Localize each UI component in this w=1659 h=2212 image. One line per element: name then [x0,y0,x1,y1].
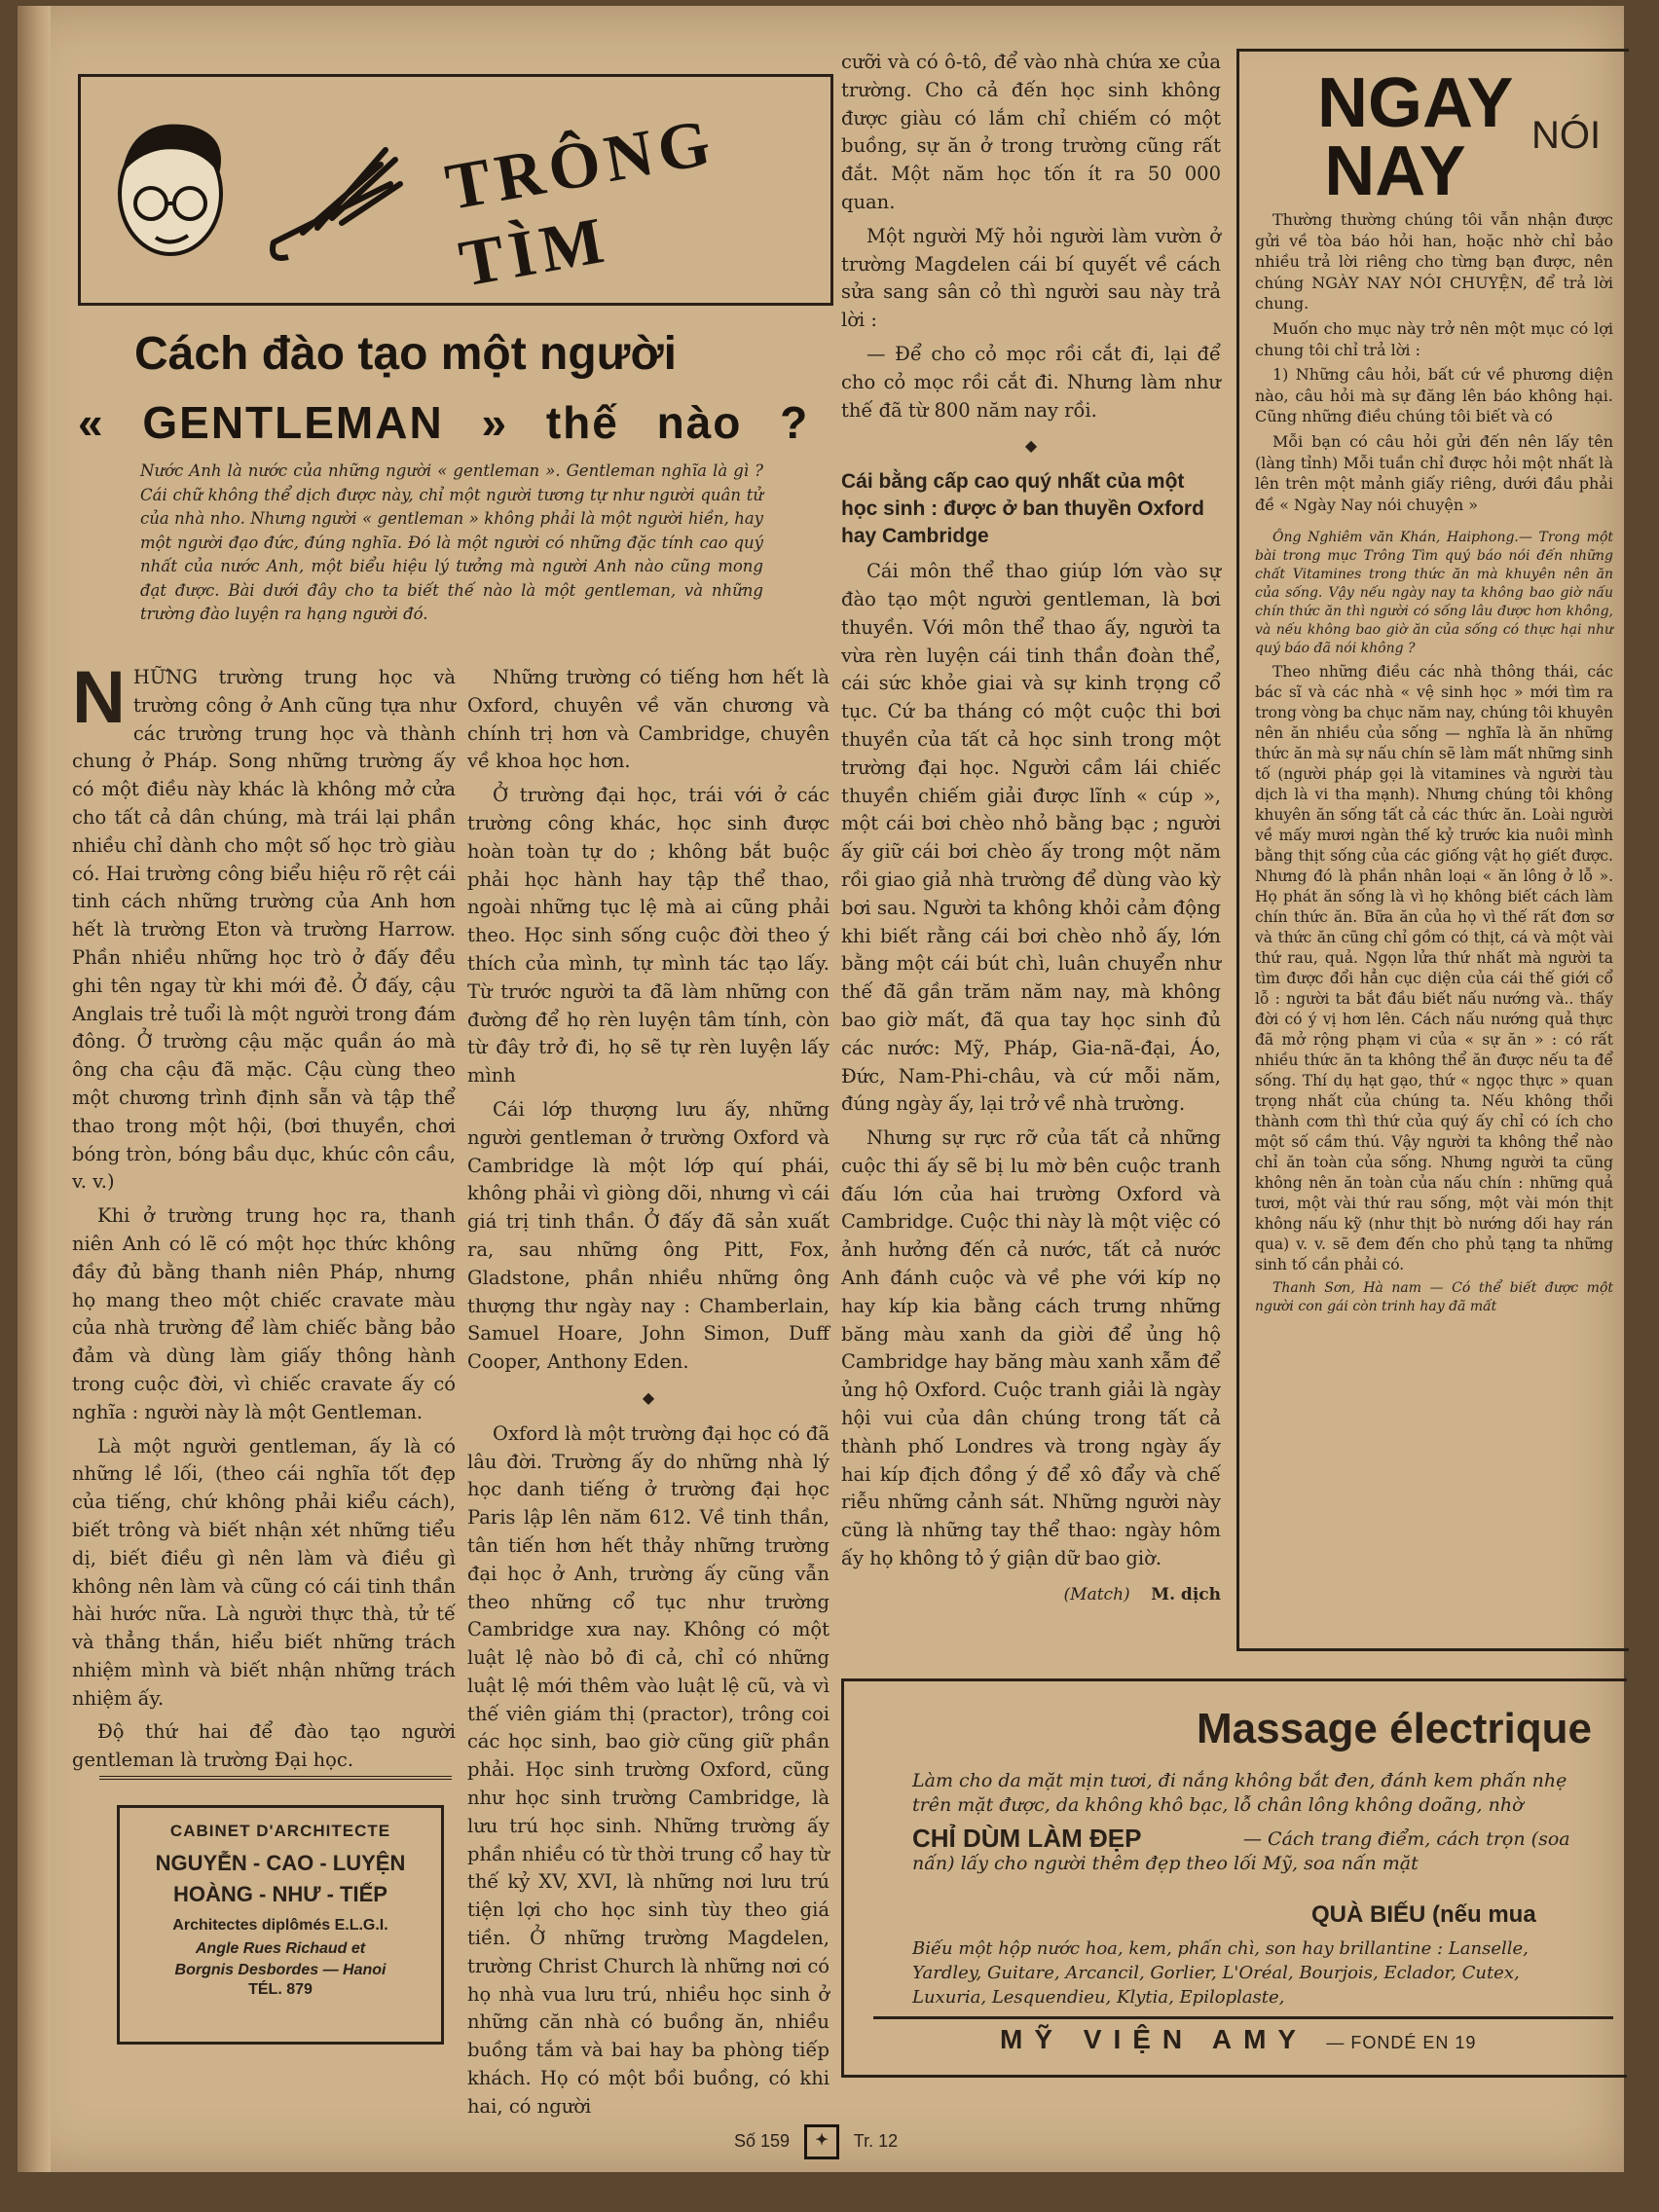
article-column-2 [467,664,830,2127]
hand-icon [264,126,410,272]
credit-source: (Match) [1063,1584,1130,1604]
ngay-nay-question-1: Ông Nghiêm văn Khán, Haiphong.— Trong một bài trong mục Trông Tìm quý báo nói đến những chất Vitamines trong thức ăn mà khuyên nên ăn của sống. Vậy nếu ngày nay ta không bao giờ nấu chín thức ăn thì người có sống lâu được hơn không, và nếu không bao giờ ăn của sống có thực hại như quý báo đã nói không ? [1255,530,1613,657]
massage-ad-footer-rule [873,2016,1613,2019]
col3-paragraph-4: Cái môn thể thao giúp lớn vào sự đào tạo một người gentleman, là bơi thuyền. Với môn thể thao ấy, người ta vừa rèn luyện cái tinh thần đoàn thể, cái sức khỏe giai và sự kinh trọng cổ tục. Cứ ba tháng có một cuộc thi bơi thuyền của tất cả học sinh trong một trường đại học. Người cầm lái chiếc thuyền chiếm giải được lĩnh « cúp », một cái bơi chèo nhỏ bằng bạc ; người ấy giữ cái bơi chèo ấy trong một năm rồi giao giả nhà trường để dùng vào kỳ bơi sau. Người ta không khỏi cảm động khi biết rằng cái bơi chèo nhỏ ấy, lớn bằng một cái bút chì, luân chuyển như thế đã gần trăm năm nay, mà không bao giờ mất, đã qua tay học sinh đủ các nước: Mỹ, Pháp, Gia-nã-đại, Áo, Đức, Nam-Phi-châu, và cứ mỗi năm, đúng ngày ấy, lại trở về nhà trường. [841,560,1221,1116]
massage-ad-footer [1000,2024,1476,2055]
architect-ad-box [117,1805,444,2045]
newspaper-page [18,6,1624,2172]
ngay-nay-paragraph-4: Mỗi bạn có câu hỏi gửi đến nên lấy tên (làng tỉnh) Mỗi tuần chỉ được hỏi một nhất là lên trên một mảnh giấy riêng, dưới đầu phải đề « Ngày Nay nói chuyện » [1255,431,1613,514]
massage-ad-lead: Làm cho da mặt mịn tươi, đi nắng không bắt đen, đánh kem phấn nhẹ trên mặt được, da không khô bạc, lỗ chân lông không doãng, nhờ [912,1770,1567,1816]
massage-ad-title: Massage électrique [1197,1705,1592,1752]
architect-ad-line5: Angle Rues Richaud et [195,1940,366,1957]
ngay-nay-paragraph-3: 1) Những câu hỏi, bất cứ về phương diện nào, câu hỏi mà sự đăng lên báo không hại. Cũng những điều chúng tôi biết và có [1255,365,1613,426]
ngay-nay-text [1255,209,1613,1320]
col1-paragraph-4: Độ thứ hai để đào tạo người gentleman là trường Đại học. [72,1720,456,1772]
col2-paragraph-2: Ở trường đại học, trái với ở các trường công khác, học sinh được hoàn toàn tự do ; không bắt buộc phải học hành hay tập thể thao, ngoài những tục lệ mà ai cũng phải theo. Học sinh sống cuộc đời theo ý thích của mình, tự mình tác tạo lấy. Từ trước người ta đã làm những con đường để họ rèn luyện tâm tính, còn từ đây trở đi, họ sẽ tự rèn luyện lấy mình [467,784,830,1088]
col2-paragraph-3: Cái lớp thượng lưu ấy, những người gentleman ở trường Oxford và Cambridge là một lớp quí phái, không phải vì giòng dõi, nhưng vì cái giá trị tinh thần. Ở đấy đã sản xuất ra, sau những ông Pitt, Fox, Gladstone, phần nhiều những ông thượng thư ngày nay : Chamberlain, Samuel Hoare, John Simon, Duff Cooper, Anthony Eden. [467,1097,830,1374]
architect-ad-line7: TÉL. 879 [248,1981,313,1998]
page-footer [734,2124,898,2159]
massage-ad-head3: QUÀ BIẾU (nếu mua [1311,1901,1536,1928]
col2-paragraph-4: Oxford là một trường đại học có đã lâu đời. Trường ấy do những nhà lý học danh tiếng ở trường đại học Paris lập lên năm 612. Về tinh thần, tân tiến hơn hết thảy những trường đại học ở Anh, trường ấy cũng vẫn theo những cổ tục như trường Cambridge xưa nay. Không có một luật lệ nào bỏ đi cả, chỉ có những luật lệ mới thêm vào luật lệ cũ, và vì thế viên giám thị (practor), trông coi các học sinh, bao giờ cũng giữ phần phải. Học sinh trường Oxford, cũng như học sinh trường Cambridge, là lưu trú học sinh. Những trường ấy phần nhiều có từ thời trung cổ hay từ thế kỷ XV, XVI, là những nơi lưu trú tiện lợi cho học sinh tùy theo giá tiền. Ở những trường Magdelen, trường Christ Church là những nơi có họ nhà vua lưu trú, nhiều học sinh ở những căn nhà có buồng ăn, nhiều buồng tắm và bai hay ba phòng tiếp khách. Họ có một bồi buồng, có khi hai, có người [467,1421,830,2118]
section-divider-diamond: ◆ [642,1387,655,1407]
article-intro: Nước Anh là nước của những người « gentleman ». Gentleman nghĩa là gì ? Cái chữ không thể dịch được này, chỉ một người tương tự như người quân tử của nhà nho. Nhưng người « gentleman » không phải là một người hiền, hay một người đạo đức, đúng nghĩa. Đó là một người có những đặc tính cao quý nhất của nước Anh, một biểu hiệu lý tưởng mà người Anh nào cũng mong đạt được. Bài dưới đây cho ta biết thế nào là một gentleman, và những trường đào luyện ra hạng người đó. [140,461,763,623]
col3-paragraph-5: Nhưng sự rực rỡ của tất cả những cuộc thi ấy sẽ bị lu mờ bên cuộc tranh đấu lớn của hai trường Oxford và Cambridge. Cuộc thi này là một việc có ảnh hưởng đến cả nước, tất cả nước Anh đánh cuộc và về phe với kíp nọ hay kíp kia bằng cách trưng những băng màu xanh da giời để ủng hộ Cambridge hay băng màu xanh xẫm để ủng hộ Oxford. Cuộc tranh giải là ngày hội vui của dân chúng trong tất cả thành phố Londres và trong ngày ấy hai kíp địch đồng ý để xô đẩy và chế riễu những cảnh sát. Những người này cũng là những tay thể thao: ngày hôm ấy họ không tỏ ý giận dữ bao giờ. [841,1126,1221,1570]
col1-paragraph-2: Khi ở trường trung học ra, thanh niên Anh có lẽ có một học thức không đầy đủ bằng thanh niên Pháp, nhưng họ mang theo một chiếc cravate màu của nhà trường để làm chiếc bằng bảo đảm và dùng làm giấy thông hành trong cuộc đời, vì chiếc cravate ấy có nghĩa : người này là một Gentleman. [72,1204,456,1423]
ngay-nay-paragraph-2: Muốn cho mục này trở nên một mục có lợi chung tôi chỉ trả lời : [1255,318,1613,359]
ngay-nay-question-2: Thanh Sơn, Hà nam — Có thể biết được một người con gái còn trinh hay đã mất [1255,1280,1613,1315]
massage-ad-salon-name: MỸ VIỆN AMY [1000,2024,1308,2054]
massage-ad-footer-tail: — FONDÉ EN 19 [1326,2033,1477,2052]
cartoon-face-icon [102,106,248,272]
article-column-1 [72,656,456,1781]
wavy-divider [99,1776,452,1788]
column-title: TRÔNG TÌM [440,103,721,301]
architect-ad-line3: HOÀNG - NHƯ - TIẾP [173,1882,387,1906]
page-binding [18,6,51,2172]
ngay-nay-title: NGAY NAY [1317,64,1514,210]
page-number: Tr. 12 [853,2130,899,2151]
massage-ad-box [841,1678,1627,2078]
architect-ad-line4: Architectes diplômés E.L.G.I. [172,1917,388,1934]
architect-ad-line6: Borgnis Desbordes — Hanoi [174,1962,387,1978]
architect-ad-line2: NGUYỄN - CAO - LUYỆN [155,1851,406,1875]
drop-cap: N [72,656,126,739]
col1-paragraph-1: HỮNG trường trung học và trường công ở Anh cũng tựa như các trường trung học và thành chung ở Pháp. Song những trường ấy có một điều này khác là không mở cửa cho tất cả dân chúng, mà trái lại phần nhiều chỉ dành cho một số học trò giàu có. Hai trường công biểu hiệu rõ rệt cái tinh cách những trường của Anh hơn hết là trường Eton và trường Harrow. Phần nhiều những học trò ở đấy đều ghi tên ngay từ khi mới đẻ. Ở đấy, cậu Anglais trẻ tuổi là một người trong đám đông. Ở trường cậu mặc quần áo mà ông cha cậu đã mặc. Cậu cùng theo một chương trình định sẵn và tập thể thao trong một hội, (bơi thuyền, chơi bóng tròn, bóng bầu dục, khúc côn cầu, v. v.) [72,666,456,1194]
architect-ad-line1: CABINET D'ARCHITECTE [169,1822,391,1840]
article-credit [841,1581,1221,1609]
ngay-nay-answer-1: Theo những điều các nhà thông thái, các bác sĩ và các nhà « vệ sinh học » mới tìm ra trong vòng ba chục năm nay, chúng tôi khuyên nên ăn nhiều của sống — nghĩa là ăn những thức ăn mà sự nấu chín sẽ làm mất những sinh tố (người pháp gọi là vitamines và người tàu dịch là vi tha mạnh). Nhưng chúng tôi không khuyên ăn sống tất cả các thức ăn. Loài người về mấy mươi ngàn thế kỷ trước kia nuôi mình bằng thịt sống của các giống vật họ giết được. Nhưng đó là phần nhân loại « ăn lông ở lỗ ». Họ phát ăn sống là vì họ không biết cách làm chín thức ăn. Bữa ăn của họ vì thế rất đơn sơ và thức ăn cũng chỉ gồm có thịt, cá và một vài thứ rau, quả. Ngọn lửa thứ nhất mà người ta tìm được đổi hẳn cục diện của cái thế giới cổ lỗ : người ta bắt đầu biết nấu nướng và.. thấy đời có ý vị hơn lên. Cách nấu nướng quả thực đã mở rộng phạm vi của « sự ăn » : có rất nhiều thức ăn ta không thể ăn được nếu ta để sống. Thí dụ hạt gạo, thứ « ngọc thực » quan trọng nhất của chúng ta. Nếu không thổi thành cơm thì thứ của quý ấy chỉ có ích cho một số cầm thú. Vậy người ta không thể nào chỉ ăn toàn của sống. Nhưng người ta cũng không nên ăn toàn của nấu chín : những quả tươi, một vài thứ rau sống, một vài món thịt không nấu kỹ (như thịt bò nướng dối hay rán qua) v. v. sẽ đem đến cho phủ tạng ta những sinh tố cần phải có. [1255,663,1613,1274]
massage-ad-head2: CHỈ DÙM LÀM ĐẸP [912,1824,1142,1853]
section-divider-diamond-2: ◆ [1024,436,1038,456]
ngay-nay-paragraph-1: Thường thường chúng tôi vẫn nhận được gửi về tòa báo hỏi han, hoặc nhờ chỉ bảo nhiều trả lời riêng cho từng bạn được, nên chúng NGÀY NAY NÓI CHUYỆN, để trả lời chung. [1255,210,1613,313]
col3-paragraph-3: — Để cho cỏ mọc rồi cắt đi, lại để cho cỏ mọc rồi cắt đi. Nhưng làm như thế đã từ 800 năm nay rồi. [841,342,1221,422]
col2-paragraph-1: Những trường có tiếng hơn hết là Oxford, chuyên về văn chương và chính trị hơn và Cambridge, chuyên về khoa học hơn. [467,666,830,773]
col3-paragraph-2: Một người Mỹ hỏi người làm vườn ở trường Magdelen cái bí quyết về cách sửa sang sân cỏ thì người sau này trả lời : [841,224,1221,332]
issue-number: Số 159 [734,2130,791,2151]
ngay-nay-title-suffix: NÓI [1531,114,1602,157]
article-title-line2: « GENTLEMAN » thế nào ? [78,397,810,448]
credit-translator: M. dịch [1151,1584,1221,1604]
col3-paragraph-1: cưỡi và có ô-tô, để vào nhà chứa xe của trường. Cho cả đến học sinh không được giàu có lắm chỉ chiếm có một buồng, sự ăn ở trong trường cũng rất đắt. Một năm học tốn ít ra 50 000 quan. [841,51,1221,213]
column-header-box [78,74,833,306]
article-column-3 [841,49,1221,1609]
col3-subhead: Cái bằng cấp cao quý nhất của một học sinh : được ở ban thuyền Oxford hay Cambridge [841,470,1204,548]
massage-ad-text3: Biếu một hộp nước hoa, kem, phấn chì, son hay brillantine : Lanselle, Yardley, Guitare, Arcancil, Gorlier, L'Oréal, Bourjois, Eclador, Cutex, Luxuria, Lesquendieu, Klytia, Epiloplaste, [912,1938,1529,2008]
article-title-line1: Cách đào tạo một người [134,328,677,380]
ngay-nay-box [1236,49,1629,1651]
col1-paragraph-3: Là một người gentleman, ấy là có những lề lối, (theo cái nghĩa tốt đẹp của tiếng, chứ không phải kiểu cách), biết trông và biết nhận xét những tiểu dị, biết điều gì nên làm và điều gì không nên làm và cũng có cái tinh thần hài hước nữa. Là người thực thà, tử tế và thẳng thắn, hiểu biết những trách nhiệm mình và biết nhận những trách nhiệm ấy. [72,1434,456,1710]
newspaper-logo-icon: ✦ [804,2124,839,2159]
massage-ad-text2: — Cách trang điểm, cách trọn (soa nấn) lấy cho người thêm đẹp theo lối Mỹ, soa nấn mặt [912,1828,1570,1874]
